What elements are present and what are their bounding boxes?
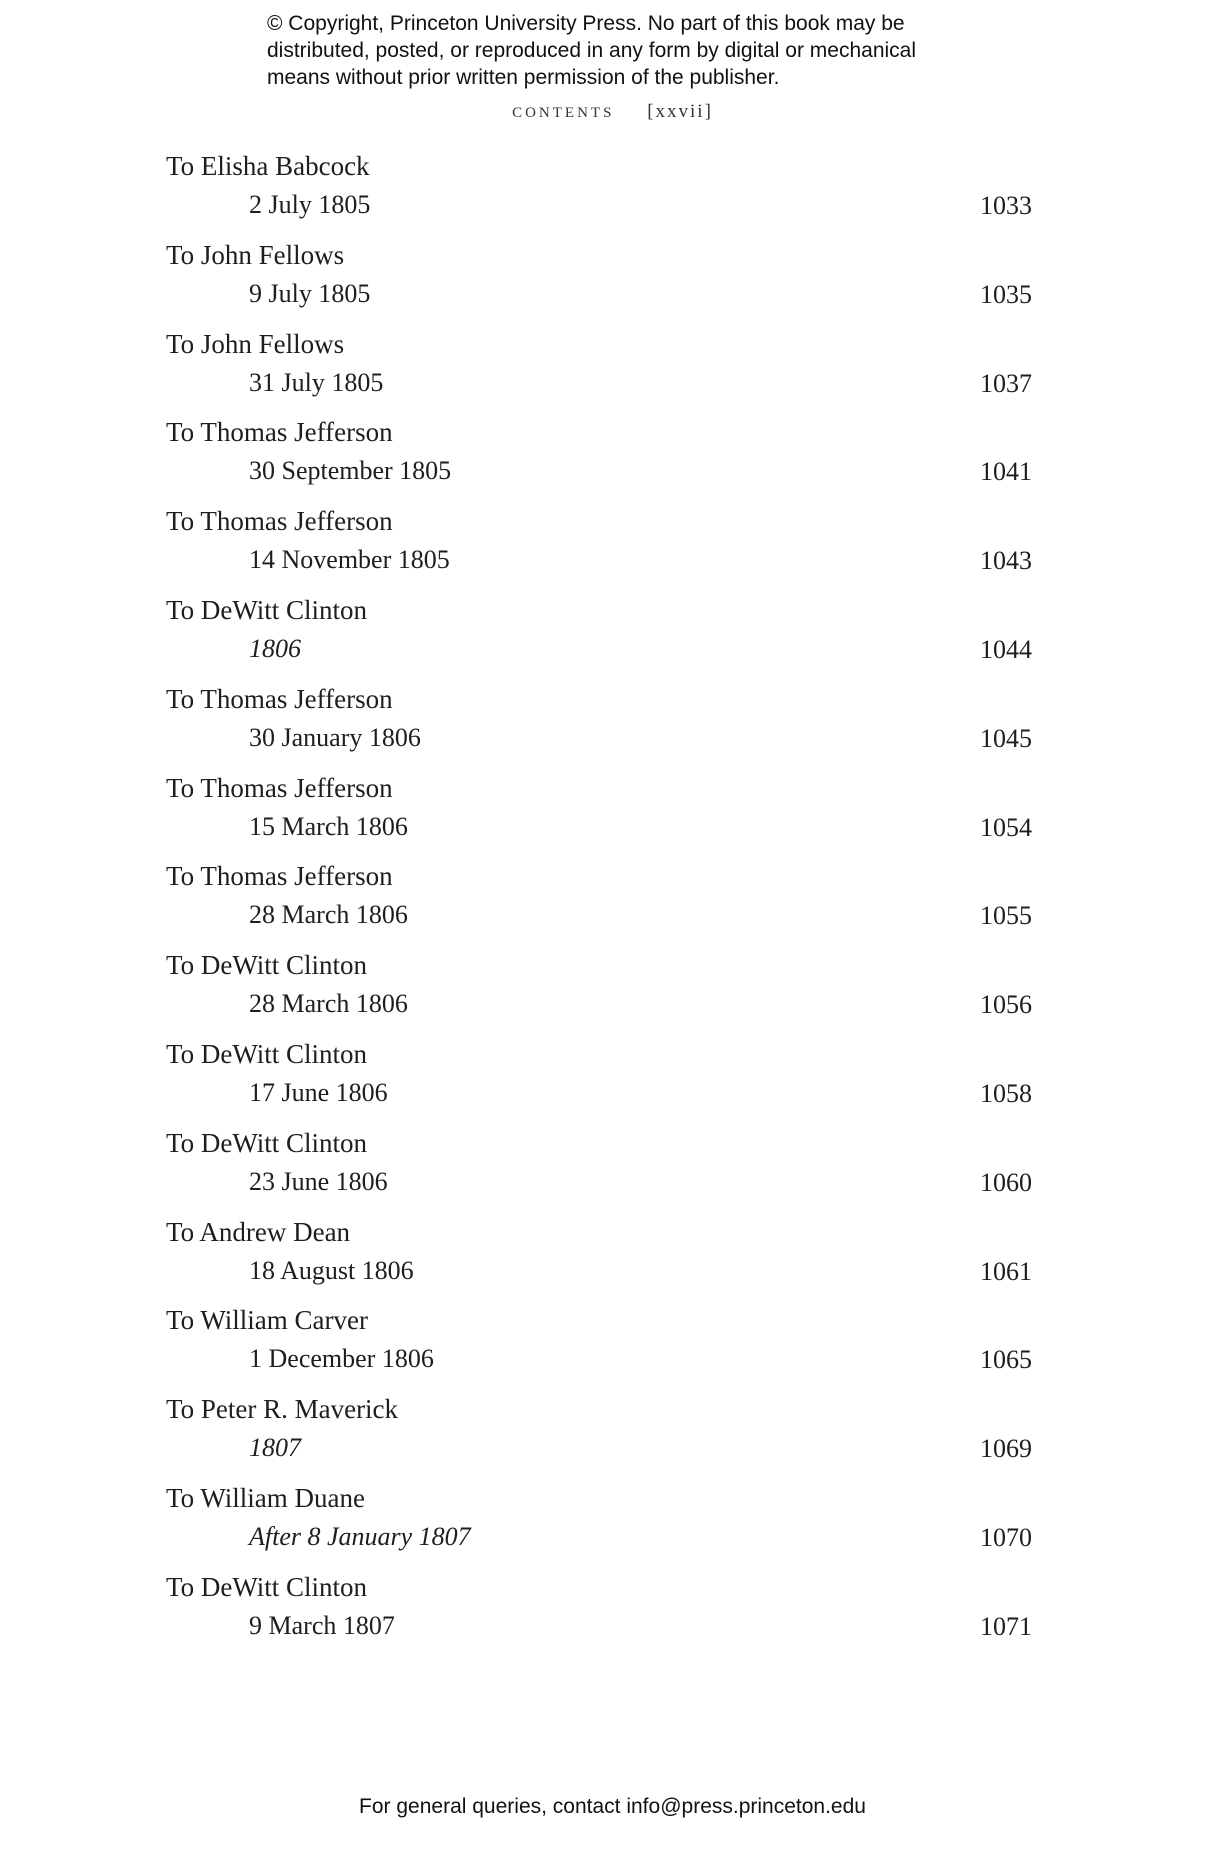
contents-entry (166, 590, 1032, 679)
contents-list (166, 146, 1032, 1656)
entry-date: 28 March 1806 (249, 989, 408, 1019)
entry-page-number: 1071 (980, 1611, 1032, 1641)
entry-date: 2 July 1805 (249, 190, 371, 219)
entry-page-number: 1060 (980, 1167, 1032, 1197)
contents-entry (166, 856, 1032, 945)
entry-page-number: 1055 (980, 901, 1032, 931)
entry-page-number: 1035 (980, 279, 1032, 309)
contents-entry (166, 1034, 1032, 1123)
entry-recipient: To Peter R. Maverick (166, 1394, 399, 1425)
running-head-title: contents (512, 97, 615, 122)
entry-recipient: To DeWitt Clinton (166, 1127, 368, 1158)
entry-date: 23 June 1806 (249, 1166, 388, 1196)
entry-date: 1 December 1806 (249, 1344, 434, 1374)
contents-entry (166, 324, 1032, 413)
entry-date: After 8 January 1807 (249, 1521, 471, 1551)
entry-recipient: To John Fellows (166, 239, 345, 270)
entry-page-number: 1069 (980, 1434, 1032, 1464)
running-head-page-number: [xxvii] (647, 101, 713, 122)
entry-date: 28 March 1806 (249, 900, 408, 930)
contents-entry (166, 768, 1032, 857)
entry-recipient: To Thomas Jefferson (166, 417, 393, 448)
entry-date: 31 July 1805 (249, 367, 384, 397)
entry-page-number: 1054 (980, 812, 1032, 842)
entry-page-number: 1044 (980, 634, 1032, 664)
entry-date: 1807 (249, 1433, 301, 1463)
entry-recipient: To Thomas Jefferson (166, 683, 393, 714)
entry-recipient: To DeWitt Clinton (166, 1571, 368, 1602)
entry-date: 18 August 1806 (249, 1255, 414, 1285)
entry-recipient: To Thomas Jefferson (166, 772, 393, 803)
entry-recipient: To Thomas Jefferson (166, 506, 393, 537)
entry-page-number: 1056 (980, 990, 1032, 1020)
entry-recipient: To DeWitt Clinton (166, 1038, 368, 1069)
contents-entry (166, 1567, 1032, 1656)
entry-date: 30 September 1805 (249, 456, 452, 486)
contents-entry (166, 1300, 1032, 1389)
contents-entry (166, 146, 1032, 235)
entry-page-number: 1037 (980, 368, 1032, 398)
entry-recipient: To William Carver (166, 1305, 368, 1336)
entry-recipient: To DeWitt Clinton (166, 594, 368, 625)
copyright-notice: © Copyright, Princeton University Press. No part of this book may be distributed, posted, or reproduced in any form by digital or mechanical means without prior written permission of the publisher. (267, 12, 917, 89)
entry-page-number: 1070 (980, 1522, 1032, 1552)
contents-entry (166, 235, 1032, 324)
contents-entry (166, 412, 1032, 501)
entry-page-number: 1058 (980, 1078, 1032, 1108)
entry-page-number: 1045 (980, 723, 1032, 753)
footer-contact: For general queries, contact info@press.princeton.edu (359, 1795, 866, 1818)
entry-date: 1806 (249, 633, 301, 663)
entry-page-number: 1033 (980, 191, 1032, 220)
entry-recipient: To Elisha Babcock (166, 151, 370, 181)
contents-entry (166, 1389, 1032, 1478)
entry-date: 14 November 1805 (249, 545, 450, 575)
entry-date: 30 January 1806 (249, 722, 421, 752)
entry-page-number: 1065 (980, 1345, 1032, 1375)
contents-entry (166, 501, 1032, 590)
entry-page-number: 1043 (980, 546, 1032, 576)
entry-page-number: 1041 (980, 457, 1032, 487)
contents-entry (166, 1212, 1032, 1301)
entry-recipient: To DeWitt Clinton (166, 950, 368, 981)
entry-recipient: To Thomas Jefferson (166, 861, 393, 892)
entry-recipient: To Andrew Dean (166, 1216, 351, 1247)
entry-date: 15 March 1806 (249, 811, 408, 841)
entry-recipient: To William Duane (166, 1482, 365, 1513)
entry-date: 9 March 1807 (249, 1610, 395, 1640)
entry-page-number: 1061 (980, 1256, 1032, 1286)
contents-entry (166, 679, 1032, 768)
contents-entry (166, 1123, 1032, 1212)
entry-date: 17 June 1806 (249, 1077, 388, 1107)
entry-recipient: To John Fellows (166, 328, 345, 359)
contents-entry (166, 1478, 1032, 1567)
running-head (0, 97, 1225, 123)
entry-date: 9 July 1805 (249, 278, 371, 308)
contents-entry (166, 945, 1032, 1034)
